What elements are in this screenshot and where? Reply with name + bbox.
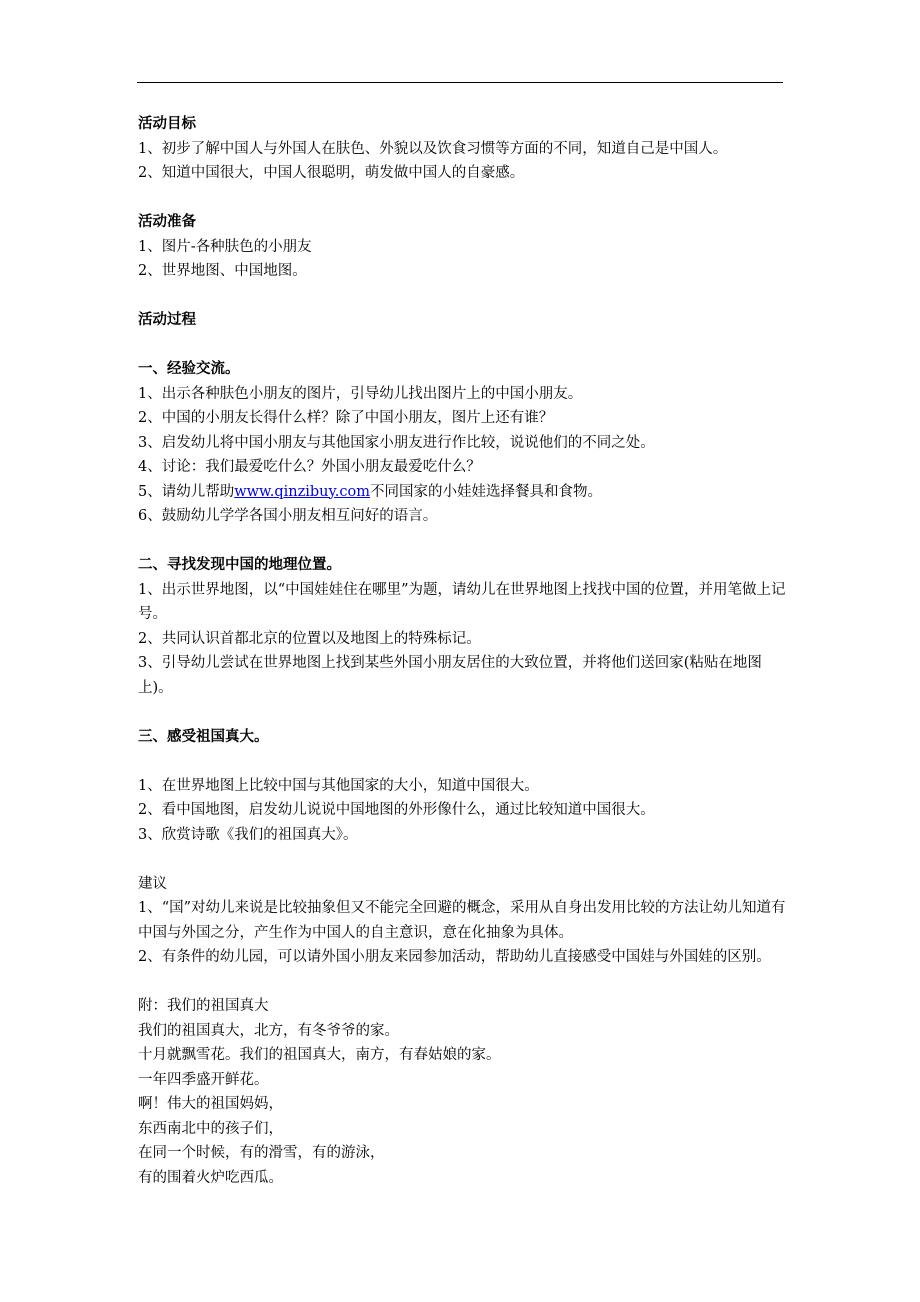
spacer: [138, 284, 788, 309]
section-1-title: 一、经验交流。: [138, 360, 240, 377]
spacer: [138, 749, 788, 774]
section-2-title: 二、寻找发现中国的地理位置。: [138, 556, 341, 573]
section-1-item-1: 1、出示各种肤色小朋友的图片，引导幼儿找出图片上的中国小朋友。: [138, 385, 583, 402]
spacer: [138, 700, 788, 725]
spacer: [138, 333, 788, 358]
poem-line-2: 十月就飘雪花。我们的祖国真大，南方，有春姑娘的家。: [138, 1047, 501, 1063]
section-2-item-1: 1、出示世界地图，以“中国娃娃住在哪里”为题，请幼儿在世界地图上找找中国的位置，并用笔做上记号。: [138, 581, 786, 622]
poem-line-5: 东西南北中的孩子们，: [138, 1120, 283, 1137]
section-2: [138, 553, 788, 700]
poem-line-1: 我们的祖国真大，北方，有冬爷爷的家。: [138, 1022, 399, 1039]
section-1-item-5-prefix: 5、请幼儿帮助: [138, 483, 235, 500]
poem-line-7: 有的围着火炉吃西瓜。: [138, 1169, 283, 1186]
section-3-item-3: 3、欣赏诗歌《我们的祖国真大》。: [138, 826, 358, 843]
spacer: [138, 970, 788, 995]
suggest-title: 建议: [138, 875, 167, 892]
section-1-item-4: 4、讨论：我们最爱吃什么？外国小朋友最爱吃什么？: [138, 459, 481, 475]
section-3-title: 三、感受祖国真大。: [138, 727, 269, 745]
section-3: [138, 725, 788, 848]
spacer: [138, 186, 788, 211]
section-3-item-1: 1、在世界地图上比较中国与其他国家的大小，知道中国很大。: [138, 777, 539, 794]
section-1-item-6: 6、鼓励幼儿学学各国小朋友相互问好的语言。: [138, 508, 438, 524]
section-1-item-5: [138, 480, 788, 505]
suggest-item-1: 1、“国”对幼儿来说是比较抽象但又不能完全回避的概念，采用从自身出发用比较的方法让幼儿知道有中国与外国之分，产生作为中国人的自主意识，意在化抽象为具体。: [138, 900, 786, 941]
poem-section: [138, 994, 788, 1190]
suggest-item-2: 2、有条件的幼儿园，可以请外国小朋友来园参加活动，帮助幼儿直接感受中国娃与外国娃的区别。: [138, 949, 771, 965]
poem-line-4: 啊！伟大的祖国妈妈，: [138, 1096, 283, 1112]
goal-section: [138, 112, 788, 186]
qinzibuy-link[interactable]: www.qinzibuy.com: [234, 483, 370, 500]
section-3-item-2: 2、看中国地图，启发幼儿说说中国地图的外形像什么，通过比较知道中国很大。: [138, 802, 655, 818]
suggest-section: [138, 872, 788, 970]
process-title: 活动过程: [138, 311, 196, 328]
prep-item-1: 1、图片-各种肤色的小朋友: [138, 238, 312, 255]
poem-line-3: 一年四季盛开鲜花。: [138, 1071, 269, 1088]
prep-section: [138, 210, 788, 284]
poem-line-6: 在同一个时候，有的滑雪，有的游泳，: [138, 1145, 385, 1161]
section-2-item-3: 3、引导幼儿尝试在世界地图上找到某些外国小朋友居住的大致位置，并将他们送回家(粘贴在地图上)。: [138, 655, 762, 696]
goal-title: 活动目标: [138, 115, 196, 132]
prep-item-2: 2、世界地图、中国地图。: [138, 263, 307, 279]
spacer: [138, 847, 788, 872]
prep-title: 活动准备: [138, 213, 196, 230]
goal-item-1: 1、初步了解中国人与外国人在肤色、外貌以及饮食习惯等方面的不同，知道自己是中国人。: [138, 140, 728, 157]
goal-item-2: 2、知道中国很大，中国人很聪明，萌发做中国人的自豪感。: [138, 165, 525, 181]
section-1-item-5-suffix: 不同国家的小娃娃选择餐具和食物。: [370, 483, 602, 500]
poem-title: 附：我们的祖国真大: [138, 998, 269, 1014]
header-rule: [137, 82, 783, 83]
section-1-item-2: 2、中国的小朋友长得什么样？除了中国小朋友，图片上还有谁？: [138, 410, 554, 426]
section-2-item-2: 2、共同认识首都北京的位置以及地图上的特殊标记。: [138, 630, 481, 647]
section-1: [138, 357, 788, 529]
section-1-item-3: 3、启发幼儿将中国小朋友与其他国家小朋友进行作比较，说说他们的不同之处。: [138, 434, 655, 451]
spacer: [138, 529, 788, 554]
document-body: [138, 112, 788, 1190]
process-section: [138, 308, 788, 333]
